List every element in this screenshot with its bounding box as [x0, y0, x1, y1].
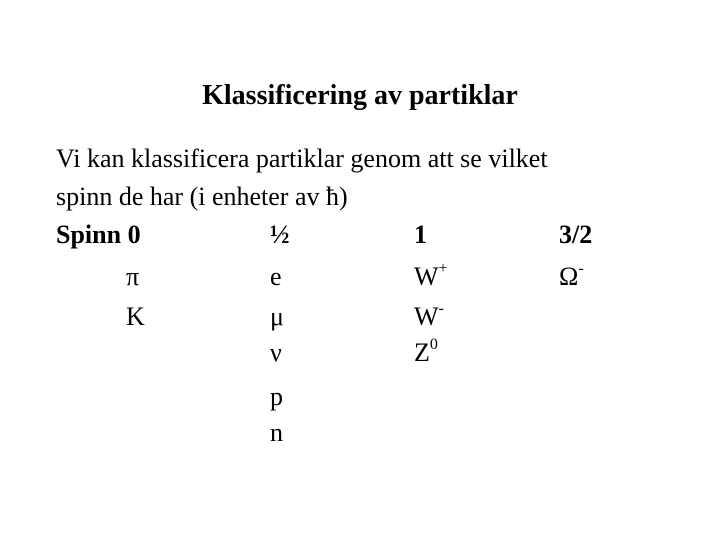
intro-text	[56, 140, 548, 216]
header-spinn-half: ½	[270, 220, 290, 249]
particle-symbol: ν	[270, 338, 282, 367]
particle-symbol: W	[414, 262, 439, 291]
particle-charge: -	[438, 300, 444, 318]
particle-neutrino	[270, 334, 282, 372]
particle-charge: 0	[429, 336, 438, 354]
particle-w-minus	[414, 298, 444, 336]
particle-symbol: W	[414, 302, 439, 331]
particle-charge: -	[578, 260, 584, 278]
header-spinn-0: Spinn 0	[56, 220, 141, 249]
intro-line-1: Vi kan klassificera partiklar genom att se vilket	[56, 144, 548, 173]
particle-proton	[270, 378, 283, 416]
header-spinn-3-2: 3/2	[559, 220, 593, 249]
particle-charge: +	[438, 260, 448, 278]
particle-w-plus	[414, 258, 448, 296]
header-spinn-1: 1	[414, 220, 427, 249]
particle-symbol: p	[270, 382, 283, 411]
particle-symbol: e	[270, 262, 282, 291]
particle-symbol: μ	[270, 302, 284, 331]
slide-title: Klassificering av partiklar	[202, 80, 518, 111]
particle-symbol: n	[270, 418, 283, 447]
particle-electron	[270, 258, 282, 296]
particle-kaon	[126, 298, 145, 336]
particle-pion	[126, 258, 139, 296]
particle-z-zero	[414, 334, 438, 372]
particle-omega-minus	[559, 258, 584, 296]
particle-symbol: π	[126, 262, 140, 291]
particle-neutron	[270, 414, 283, 452]
particle-symbol: K	[126, 302, 145, 331]
particle-symbol: Ω	[559, 262, 579, 291]
particle-symbol: Z	[414, 338, 430, 367]
intro-line-2: spinn de har (i enheter av ħ)	[56, 182, 348, 211]
particle-muon	[270, 298, 284, 336]
